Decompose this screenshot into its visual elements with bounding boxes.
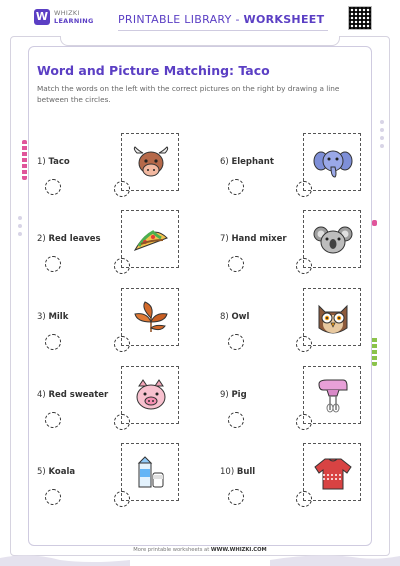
picture-box bbox=[303, 133, 361, 191]
picture-box bbox=[121, 366, 179, 424]
header-title-light: PRINTABLE LIBRARY - bbox=[118, 13, 244, 26]
koala-icon bbox=[313, 220, 353, 260]
logo-line1: WHIZKI bbox=[54, 9, 80, 17]
item-word: Red leaves bbox=[48, 234, 101, 244]
item-word: Red sweater bbox=[48, 390, 109, 400]
picture-match-circle[interactable] bbox=[296, 181, 312, 197]
word-label bbox=[37, 467, 75, 477]
instructions: Match the words on the left with the correct pictures on the right by drawing a line between the circles. bbox=[37, 84, 340, 104]
item-word: Milk bbox=[48, 312, 69, 322]
picture-box bbox=[121, 443, 179, 501]
word-match-circle[interactable] bbox=[228, 489, 244, 505]
word-label bbox=[37, 390, 108, 400]
header-title bbox=[118, 13, 324, 26]
item-number: 7) bbox=[220, 234, 229, 244]
frame-tab bbox=[60, 36, 340, 46]
worksheet-title: Word and Picture Matching: Taco bbox=[37, 63, 270, 78]
whizki-logo-icon: W bbox=[35, 10, 49, 23]
word-label bbox=[220, 157, 274, 167]
word-match-circle[interactable] bbox=[228, 256, 244, 272]
word-label bbox=[220, 312, 249, 322]
ground-decoration bbox=[0, 548, 400, 566]
green-accent-strip bbox=[372, 336, 377, 366]
item-number: 4) bbox=[37, 390, 46, 400]
word-label bbox=[220, 467, 255, 477]
picture-box bbox=[303, 443, 361, 501]
word-match-circle[interactable] bbox=[45, 412, 61, 428]
item-word: Koala bbox=[48, 467, 76, 477]
milk-icon bbox=[131, 453, 171, 493]
picture-match-circle[interactable] bbox=[296, 491, 312, 507]
picture-match-circle[interactable] bbox=[114, 491, 130, 507]
item-word: Pig bbox=[231, 390, 247, 400]
qr-code-icon bbox=[348, 6, 372, 30]
picture-box bbox=[303, 210, 361, 268]
picture-box bbox=[121, 288, 179, 346]
logo-line2: LEARNING bbox=[54, 17, 94, 25]
word-match-circle[interactable] bbox=[45, 489, 61, 505]
dots-decoration-left bbox=[18, 216, 24, 240]
picture-match-circle[interactable] bbox=[114, 414, 130, 430]
word-label bbox=[220, 390, 247, 400]
picture-box bbox=[303, 366, 361, 424]
picture-match-circle[interactable] bbox=[114, 181, 130, 197]
owl-icon bbox=[313, 298, 353, 338]
red-sweater-icon bbox=[313, 453, 353, 493]
word-match-circle[interactable] bbox=[45, 256, 61, 272]
picture-match-circle[interactable] bbox=[296, 258, 312, 274]
header bbox=[14, 6, 386, 36]
pink-accent-strip bbox=[22, 140, 27, 180]
word-label bbox=[37, 312, 68, 322]
header-title-bold: WORKSHEET bbox=[243, 13, 325, 26]
item-number: 9) bbox=[220, 390, 229, 400]
item-number: 8) bbox=[220, 312, 229, 322]
word-match-circle[interactable] bbox=[45, 179, 61, 195]
picture-match-circle[interactable] bbox=[114, 258, 130, 274]
item-word: Bull bbox=[236, 467, 256, 477]
picture-match-circle[interactable] bbox=[114, 336, 130, 352]
item-word: Taco bbox=[48, 157, 70, 167]
item-word: Elephant bbox=[231, 157, 274, 167]
footer-text: More printable worksheets at bbox=[133, 547, 211, 553]
picture-box bbox=[303, 288, 361, 346]
item-number: 6) bbox=[220, 157, 229, 167]
word-label bbox=[37, 157, 70, 167]
pink-accent-strip-right bbox=[372, 220, 377, 226]
picture-box bbox=[121, 133, 179, 191]
hand-mixer-icon bbox=[313, 376, 353, 416]
logo-text bbox=[54, 9, 94, 25]
item-number: 1) bbox=[37, 157, 46, 167]
header-divider bbox=[118, 30, 328, 31]
item-number: 10) bbox=[220, 467, 235, 477]
word-label bbox=[220, 234, 287, 244]
word-match-circle[interactable] bbox=[228, 179, 244, 195]
item-number: 5) bbox=[37, 467, 46, 477]
picture-box bbox=[121, 210, 179, 268]
item-word: Hand mixer bbox=[231, 234, 287, 244]
taco-icon bbox=[131, 220, 171, 260]
word-match-circle[interactable] bbox=[228, 334, 244, 350]
picture-match-circle[interactable] bbox=[296, 414, 312, 430]
item-number: 2) bbox=[37, 234, 46, 244]
word-label bbox=[37, 234, 101, 244]
item-number: 3) bbox=[37, 312, 46, 322]
pig-icon bbox=[131, 376, 171, 416]
elephant-icon bbox=[313, 143, 353, 183]
picture-match-circle[interactable] bbox=[296, 336, 312, 352]
word-match-circle[interactable] bbox=[228, 412, 244, 428]
dots-decoration-right bbox=[380, 120, 386, 152]
bull-icon bbox=[131, 143, 171, 183]
red-leaves-icon bbox=[131, 298, 171, 338]
word-match-circle[interactable] bbox=[45, 334, 61, 350]
footer-url[interactable]: WWW.WHIZKI.COM bbox=[210, 547, 267, 553]
item-word: Owl bbox=[231, 312, 250, 322]
